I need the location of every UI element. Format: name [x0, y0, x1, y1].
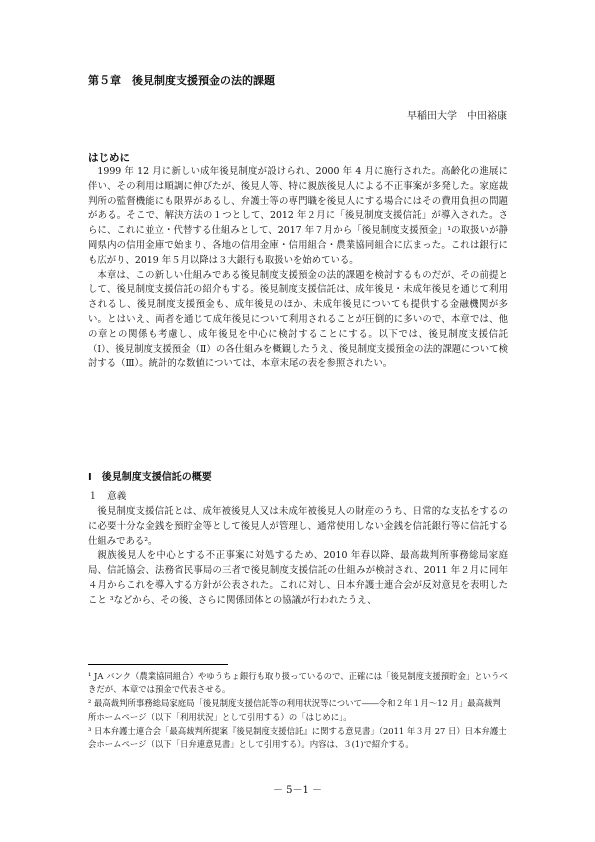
section-1-subheading: １ 意義 [88, 491, 127, 502]
intro-body [88, 165, 508, 372]
section-1-paragraph-2: 親族後見人を中心とする不正事案に対処するため、2010 年春以降、最高裁判所事務総局家庭局、信託協会、法務省民事局の三者で後見制度支援信託の仕組みが検討され、2011 年２月に同年４月からこれを導入する方針が公表された。これに対し、日本弁護士連合会が反対意見を表明したこと ³などから、その後、さらに関係団体との協議が行われたうえ、 [88, 550, 508, 606]
footnotes [88, 670, 508, 752]
footnote-divider [88, 664, 228, 665]
intro-paragraph-1: 1999 年 12 月に新しい成年後見制度が設けられ、2000 年 4 月に施行された。高齢化の進展に伴い、その利用は順調に伸びたが、後見人等、特に親族後見人による不正事案が多発した。家庭裁判所の監督機能にも限界があるし、弁護士等の専門職を後見人にする場合にはその費用負担の問題がある。そこで、解決方法の１つとして、2012 年２月に「後見制度支援信託」が導入された。さらに、これに並立・代替する仕組みとして、2017 年７月から「後見制度支援預金」¹の取扱いが静岡県内の信用金庫で始まり、各地の信用金庫・信用組合・農業協同組合に広まった。これは銀行にも広がり、2019 年５月以降は３大銀行も取扱いを始めている。 [88, 166, 508, 266]
author-affiliation: 早稲田大学 中田裕康 [407, 111, 507, 122]
intro-heading: はじめに [88, 152, 130, 164]
footnote-2: ² 最高裁判所事務総局家庭局「後見制度支援信託等の利用状況等について――令和２年１月～12 月」最高裁判所ホームページ（以下「利用状況」として引用する）の「はじめに」。 [88, 698, 501, 722]
section-1-heading: Ⅰ 後見制度支援信託の概要 [88, 472, 212, 483]
page-number: － 5－1 － [272, 785, 323, 796]
section-1-paragraph-1: 後見制度支援信託とは、成年被後見人又は未成年被後見人の財産のうち、日常的な支払をするのに必要十分な金銭を預貯金等として後見人が管理し、通常使用しない金銭を信託銀行等に信託する仕組みである²。 [88, 506, 508, 547]
chapter-title: 第５章 後見制度支援預金の法的課題 [88, 74, 275, 87]
intro-paragraph-2: 本章は、この新しい仕組みである後見制度支援預金の法的課題を検討するものだが、その前提として、後見制度支援信託の紹介もする。後見制度支援信託は、成年後見・未成年後見を通じて利用されるし、後見制度支援預金も、成年後見のほか、未成年後見についても提供する金融機関が多い。とはいえ、両者を通じて成年後見について利用されることが圧倒的に多いので、本章では、他の章との関係も考慮し、成年後見を中心に検討することにする。以下では、後見制度支援信託（Ⅰ）、後見制度支援預金（Ⅱ）の各仕組みを概観したうえ、後見制度支援預金の法的課題について検討する（Ⅲ）。統計的な数値については、本章末尾の表を参照されたい。 [88, 269, 508, 370]
footnote-3: ³ 日本弁護士連合会「最高裁判所提案『後見制度支援信託』に関する意見書」（2011 年３月 27 日）日本弁護士会ホームページ（以下「日弁連意見書」として引用する）。内容は、３(1)で紹介する。 [88, 725, 507, 750]
footnote-1: ¹ JA バンク（農業協同組合）やゆうちょ銀行も取り扱っているので、正確には「後見制度支援預貯金」というべきだが、本章では預金で代表させる。 [88, 671, 508, 695]
section-1-body [88, 505, 508, 609]
